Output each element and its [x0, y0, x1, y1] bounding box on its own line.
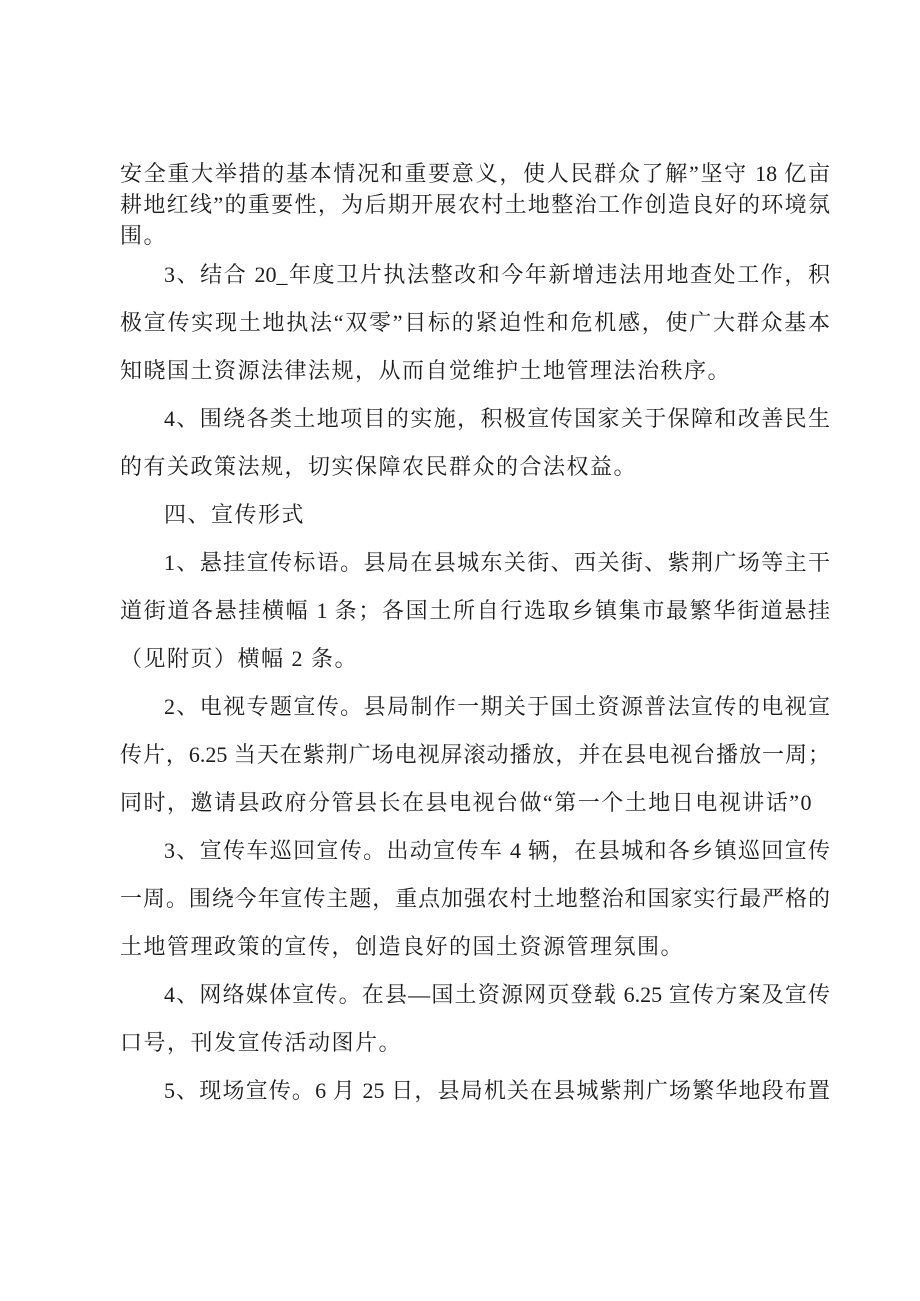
- paragraph: [120, 1067, 830, 1115]
- paragraph: [120, 827, 830, 971]
- text-line: 知晓国土资源法律法规，从而自觉维护土地管理法治秩序。: [120, 358, 732, 383]
- text-line: 传片，6.25 当天在紫荆广场电视屏滚动播放，并在县电视台播放一周；: [120, 742, 830, 767]
- text-line: 5、现场宣传。6 月 25 日，县局机关在县城紫荆广场繁华地段布置: [164, 1078, 830, 1103]
- text-line: 2、电视专题宣传。县局制作一期关于国土资源普法宣传的电视宣: [164, 694, 830, 719]
- paragraph: [120, 251, 830, 395]
- paragraph: [120, 683, 830, 827]
- text-line: 围。: [120, 223, 168, 248]
- page-text-block: [120, 158, 830, 1115]
- text-line: 土地管理政策的宣传，创造良好的国土资源管理氛围。: [120, 934, 685, 959]
- text-line: 同时，邀请县政府分管县长在县电视台做“第一个土地日电视讲话”0: [120, 790, 814, 815]
- paragraph: [120, 158, 830, 251]
- text-line: 耕地红线”的重要性，为后期开展农村土地整治工作创造良好的环境氛: [120, 192, 830, 217]
- text-line: 口号，刊发宣传活动图片。: [120, 1030, 403, 1055]
- text-line: 的有关政策法规，切实保障农民群众的合法权益。: [120, 454, 638, 479]
- paragraph: [120, 395, 830, 491]
- text-line: 3、结合 20_年度卫片执法整改和今年新增违法用地查处工作，积: [164, 262, 830, 287]
- text-line: 安全重大举措的基本情况和重要意义，使人民群众了解”坚守 18 亿亩: [120, 161, 830, 186]
- text-line: 一周。围绕今年宣传主题，重点加强农村土地整治和国家实行最严格的: [120, 886, 830, 911]
- paragraph: [120, 539, 830, 683]
- text-line: 四、宣传形式: [164, 502, 306, 527]
- text-line: 道街道各悬挂横幅 1 条；各国土所自行选取乡镇集市最繁华街道悬挂: [120, 598, 830, 623]
- text-line: （见附页）横幅 2 条。: [120, 646, 359, 671]
- paragraph-section-heading: [120, 491, 830, 539]
- text-line: 极宣传实现土地执法“双零”目标的紧迫性和危机感，使广大群众基本: [120, 310, 830, 335]
- text-line: 4、围绕各类土地项目的实施，积极宣传国家关于保障和改善民生: [164, 406, 830, 431]
- text-line: 4、网络媒体宣传。在县—国土资源网页登载 6.25 宣传方案及宣传: [164, 982, 830, 1007]
- paragraph: [120, 971, 830, 1067]
- text-line: 3、宣传车巡回宣传。出动宣传车 4 辆，在县城和各乡镇巡回宣传: [164, 838, 830, 863]
- text-line: 1、悬挂宣传标语。县局在县城东关街、西关街、紫荆广场等主干: [164, 550, 830, 575]
